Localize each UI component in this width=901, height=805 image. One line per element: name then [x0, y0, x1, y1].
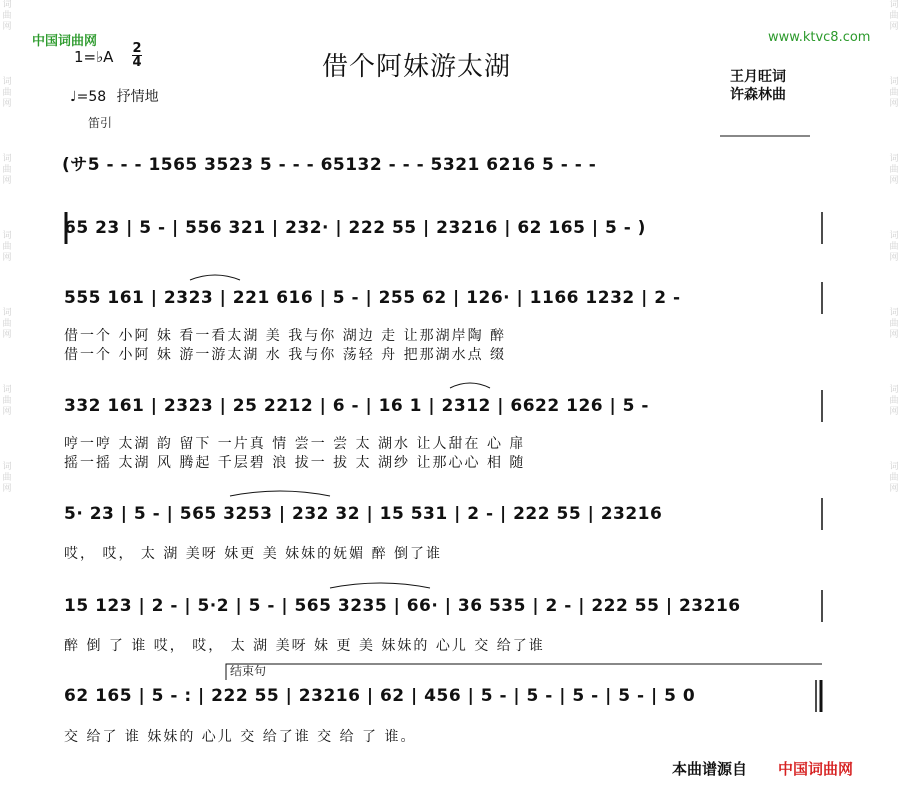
watermark-char: 曲 [889, 165, 899, 175]
watermark-char: 曲 [2, 88, 12, 98]
watermark-char: 网 [889, 253, 899, 263]
source-text: 本曲谱源自 [672, 760, 748, 778]
lyricist-credit: 王月旺词 [730, 69, 786, 85]
watermark-char: 网 [2, 407, 12, 417]
watermark-char: 网 [2, 22, 12, 32]
watermark-char: 网 [2, 253, 12, 263]
watermark-char: 网 [2, 330, 12, 340]
watermark-char: 网 [889, 407, 899, 417]
notation-row-3: 555 161 | 2323 | 221 616 | 5 - | 255 62 | 126· | 1166 1232 | 2 - [64, 288, 681, 308]
watermark-char: 网 [2, 176, 12, 186]
watermark-char: 词 [889, 154, 899, 164]
watermark-char: 曲 [889, 88, 899, 98]
watermark-char: 曲 [2, 396, 12, 406]
time-signature-top: 2 [132, 41, 142, 56]
watermark-char: 曲 [2, 165, 12, 175]
watermark-char: 词 [889, 77, 899, 87]
watermark-char: 词 [2, 77, 12, 87]
watermark-char: 网 [889, 176, 899, 186]
watermark-char: 网 [889, 99, 899, 109]
watermark-char: 网 [2, 99, 12, 109]
watermark-char: 曲 [889, 11, 899, 21]
watermark-char: 词 [2, 308, 12, 318]
song-title: 借个阿妹游太湖 [322, 52, 512, 82]
lyric-row-7: 交 给了 谁 妹妹的 心儿 交 给了谁 交 给 了 谁。 [64, 729, 417, 745]
watermark-char: 词 [889, 308, 899, 318]
watermark-char: 词 [2, 231, 12, 241]
site-logo-left[interactable]: 中国词曲网 [32, 34, 98, 49]
watermark-char: 词 [2, 0, 12, 10]
watermark-char: 曲 [889, 242, 899, 252]
intro-label: 笛引 [88, 116, 113, 130]
footer-brand-link[interactable]: 中国词曲网 [778, 760, 854, 778]
lyric-row-3-verse-1: 借一个 小阿 妹 看一看太湖 美 我与你 湖边 走 让那湖岸陶 醉 [64, 328, 507, 344]
notation-row-2: 65 23 | 5 - | 556 321 | 232· | 222 55 | 23216 | 62 165 | 5 - ) [64, 218, 646, 238]
watermark-char: 网 [889, 330, 899, 340]
lyric-row-3-verse-2: 借一个 小阿 妹 游一游太湖 水 我与你 荡轻 舟 把那湖水点 缀 [64, 347, 507, 363]
expression-mark: 抒情地 [116, 89, 159, 105]
site-url-right[interactable]: www.ktvc8.com [768, 30, 871, 45]
watermark-char: 网 [889, 22, 899, 32]
ending-label: 结束句 [230, 664, 267, 678]
watermark-char: 词 [889, 231, 899, 241]
watermark-char: 曲 [889, 319, 899, 329]
watermark-char: 网 [889, 484, 899, 494]
key-signature: 1=♭A [74, 48, 114, 66]
notation-row-4: 332 161 | 2323 | 25 2212 | 6 - | 16 1 | 2312 | 6622 126 | 5 - [64, 396, 649, 416]
notation-row-7: 62 165 | 5 - : | 222 55 | 23216 | 62 | 456 | 5 - | 5 - | 5 - | 5 - | 5 0 [64, 686, 696, 706]
lyric-row-4-verse-1: 哼一哼 太湖 韵 留下 一片真 情 尝一 尝 太 湖水 让人甜在 心 扉 [64, 436, 526, 452]
notation-row-6: 15 123 | 2 - | 5·2 | 5 - | 565 3235 | 66· | 36 535 | 2 - | 222 55 | 23216 [64, 596, 741, 616]
composer-credit: 许森林曲 [730, 87, 786, 103]
watermark-char: 词 [889, 462, 899, 472]
watermark-char: 词 [889, 385, 899, 395]
watermark-char: 词 [2, 154, 12, 164]
watermark-char: 曲 [2, 473, 12, 483]
watermark-char: 网 [2, 484, 12, 494]
watermark-char: 曲 [2, 319, 12, 329]
lyric-row-4-verse-2: 摇一摇 太湖 风 腾起 千层碧 浪 拔一 拔 太 湖纱 让那心心 相 随 [64, 455, 526, 471]
ending-bracket [226, 664, 822, 680]
time-signature-bottom: 4 [132, 55, 142, 70]
tempo-value: ♩=58 [70, 89, 107, 105]
watermark-char: 曲 [2, 11, 12, 21]
watermark-char: 曲 [2, 242, 12, 252]
lyric-row-6: 醉 倒 了 谁 哎， 哎， 太 湖 美呀 妹 更 美 妹妹的 心儿 交 给了谁 [64, 638, 545, 654]
watermark-char: 曲 [889, 473, 899, 483]
watermark-char: 词 [2, 462, 12, 472]
watermark-char: 曲 [889, 396, 899, 406]
watermark-char: 词 [2, 385, 12, 395]
notation-row-1: (サ5 - - - 1565 3523 5 - - - 65132 - - - 5321 6216 5 - - - [62, 155, 597, 175]
watermark-char: 词 [889, 0, 899, 10]
notation-row-5: 5· 23 | 5 - | 565 3253 | 232 32 | 15 531 | 2 - | 222 55 | 23216 [64, 504, 663, 524]
lyric-row-5: 哎， 哎， 太 湖 美呀 妹更 美 妹妹的妩媚 醉 倒了谁 [64, 546, 443, 562]
